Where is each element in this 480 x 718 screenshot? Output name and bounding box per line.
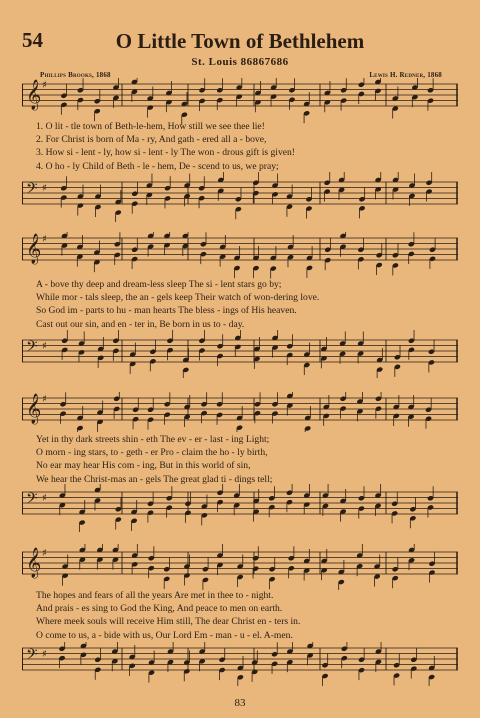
verse-block-1 [36,120,442,173]
music-system-1-bass [22,172,458,222]
music-system-4 [22,544,458,590]
lyric-line: While mor - tals sleep, the an - gels keep Their watch of won-dering love. [36,292,320,304]
svg-text:♯: ♯ [42,548,47,559]
bass-staff [22,172,458,222]
lyric-line: Cast out our sin, and en - ter in, Be born in us to - day. [36,318,245,330]
hymn-number: 54 [22,28,43,52]
bass-staff [22,642,458,686]
lyric-line: 3. How si - lent - ly, how si - lent - ly The won - drous gift is given! [36,147,295,159]
svg-text:♯: ♯ [42,234,47,245]
treble-staff [22,392,458,432]
lyric-line: We hear the Christ-mas an - gels The great glad ti - dings tell; [36,473,273,485]
music-system-3 [22,392,458,432]
treble-staff [22,232,458,280]
lyric-line: And prais - es sing to God the King, And peace to men on earth. [36,603,283,615]
svg-text:𝄢: 𝄢 [26,646,38,667]
lyric-line: 4. O ho - ly Child of Beth - le - hem, De - scend to us, we pray; [36,160,279,172]
lyric-line: Yet in thy dark streets shin - eth The ev - er - last - ing Light; [36,434,270,445]
music-system-4-bass [22,642,458,686]
svg-text:♯: ♯ [42,394,47,405]
svg-text:𝄢: 𝄢 [26,338,38,359]
lyric-line: 2. For Christ is born of Ma - ry, And gath - ered all a - bove, [36,134,267,146]
music-system-2-bass [22,330,458,378]
lyric-line: O morn - ing stars, to - geth - er Pro - claim the ho - ly birth, [36,447,268,459]
svg-text:𝄞: 𝄞 [26,80,42,110]
verse-block-2 [36,278,442,331]
lyric-line: A - bove thy deep and dream-less sleep The si - lent stars go by; [36,279,282,290]
page-number: 83 [234,697,246,709]
lyric-line: O come to us, a - bide with us, Our Lord Em - man - u - el. A-men. [36,629,293,641]
svg-text:♯: ♯ [42,80,47,91]
bass-staff [22,484,458,532]
tune-meter: St. Louis 86867686 [191,56,289,68]
verse-block-3 [36,433,442,486]
svg-text:𝄢: 𝄢 [26,180,38,201]
lyric-line: 1. O lit - tle town of Beth-le-hem, How still we see thee lie! [36,121,265,132]
words-credit: Phillips Brooks, 1868 [40,71,111,79]
svg-text:♯: ♯ [42,493,47,504]
svg-text:♯: ♯ [42,649,47,660]
lyric-line: Where meek souls will receive Him still, The dear Christ en - ters in. [36,616,301,628]
svg-text:𝄞: 𝄞 [26,548,42,578]
lyric-line: No ear may hear His com - ing, But in this world of sin, [36,460,251,472]
lyric-line: The hopes and fears of all the years Are met in thee to - night. [36,590,274,601]
lyric-line: So God im - parts to hu - man hearts The bless - ings of His heaven. [36,305,297,317]
svg-text:♯: ♯ [42,183,47,194]
svg-text:𝄢: 𝄢 [26,490,38,511]
music-credit: Lewis H. Redner, 1868 [369,71,442,79]
music-system-3-bass [22,484,458,532]
svg-text:𝄞: 𝄞 [26,394,42,424]
verse-block-4 [36,589,442,642]
hymn-title: O Little Town of Bethlehem [115,29,365,53]
music-system-2 [22,232,458,280]
treble-staff [22,544,458,590]
svg-text:𝄞: 𝄞 [26,234,42,264]
bass-staff [22,330,458,378]
svg-text:♯: ♯ [42,341,47,352]
